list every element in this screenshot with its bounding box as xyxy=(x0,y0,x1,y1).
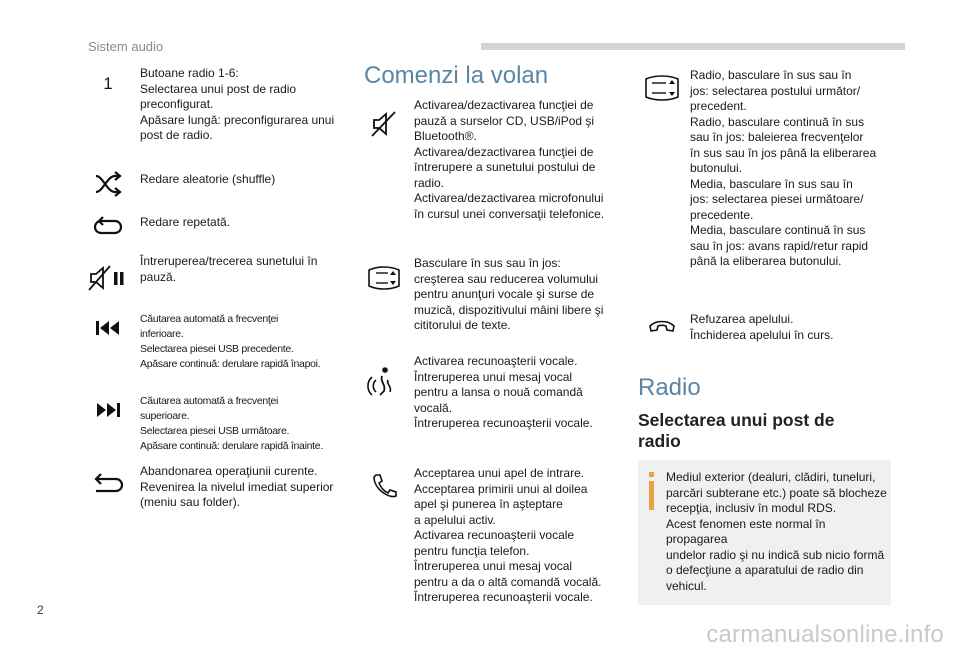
header-bar xyxy=(481,43,905,50)
radio-title: Radio xyxy=(638,374,701,401)
item-text: Întreruperea/trecerea sunetului în pauză. xyxy=(140,254,318,284)
return-icon xyxy=(86,464,130,500)
item-text: Redare aleatorie (shuffle) xyxy=(140,172,276,186)
section-title: Comenzi la volan xyxy=(364,62,549,89)
item-text: Radio, basculare în sus sau în jos: selectarea postului următor/ precedent. Radio, basculare continuă în sus sau în jos: baleierea frecvenţelor în sus sau în jos până la eliberarea butonului. Media, basculare în sus sau în jos: selectarea piesei următoare/ precedente. Media, basculare continuă în sus sau în jos: avans rapid/retur rapid până la eliberarea butonului. xyxy=(690,68,877,268)
item-text: Redare repetată. xyxy=(140,215,231,229)
subsection-title: Selectarea unui post de radio xyxy=(638,410,835,451)
item-text: Refuzarea apelului. Închiderea apelului în curs. xyxy=(690,312,834,342)
info-box xyxy=(638,460,891,605)
phone-answer-icon xyxy=(362,468,406,504)
item-text: Abandonarea operaţiunii curente. Revenirea la nivelul imediat superior (meniu sau folder). xyxy=(140,464,334,509)
watermark: carmanualsonline.info xyxy=(706,621,944,648)
page-number: 2 xyxy=(37,603,44,617)
item-text: Căutarea automată a frecvenţei inferioare. Selectarea piesei USB precedente. Apăsare continuă: derulare rapidă înapoi. xyxy=(140,313,321,370)
info-icon xyxy=(646,472,658,510)
repeat-icon xyxy=(86,209,130,245)
previous-track-icon xyxy=(86,310,130,346)
right-column xyxy=(636,68,906,608)
voice-recognition-icon xyxy=(362,364,406,400)
mute-icon xyxy=(362,106,406,142)
item-text: Căutarea automată a frecvenţei superioare. Selectarea piesei USB următoare. Apăsare continuă: derulare rapidă înainte. xyxy=(140,395,323,452)
header-section-label: Sistem audio xyxy=(88,39,164,54)
item-text: Butoane radio 1-6: Selectarea unui post de radio preconfigurat. Apăsare lungă: preconfigurarea unui post de radio. xyxy=(140,66,335,142)
shuffle-icon xyxy=(86,166,130,202)
volume-rocker-icon xyxy=(362,260,406,296)
seek-rocker-icon xyxy=(640,70,684,106)
item-text: Activarea recunoaşterii vocale. Întreruperea unui mesaj vocal pentru a lansa o nouă comandă vocală. Întreruperea recunoaşterii vocale. xyxy=(414,354,593,430)
mute-pause-icon xyxy=(86,260,130,296)
phone-hangup-icon xyxy=(640,310,684,346)
left-column xyxy=(84,66,344,526)
digit-one-icon: 1 xyxy=(103,74,113,93)
item-text: Activarea/dezactivarea funcţiei de pauză a surselor CD, USB/iPod şi Bluetooth®. Activarea/dezactivarea funcţiei de întrerupere a sunetului postului de radio. Activarea/dezactivarea microfonului în cursul unei conversaţii telefonice. xyxy=(414,98,605,221)
middle-column xyxy=(364,62,624,612)
item-text: Acceptarea unui apel de intrare. Acceptarea primirii unui al doilea apel şi punerea în aşteptare a apelului activ. Activarea recunoaşterii vocale pentru funcţia telefon. Întreruperea unui mesaj vocal pentru a da o altă comandă vocală. Întreruperea recunoaşterii vocale. xyxy=(414,466,602,604)
info-text: Mediul exterior (dealuri, clădiri, tuneluri, parcări subterane etc.) poate să blocheze recepţia, inclusiv în modul RDS. Acest fenomen este normal în propagarea undelor radio şi nu indică sub nicio formă o defecţiune a aparatului de radio din vehicul. xyxy=(666,470,887,593)
next-track-icon xyxy=(86,392,130,428)
item-text: Basculare în sus sau în jos: creşterea sau reducerea volumului pentru anunţuri vocale şi surse de muzică, dispozitivului mâini libere şi cititorului de texte. xyxy=(414,256,604,332)
